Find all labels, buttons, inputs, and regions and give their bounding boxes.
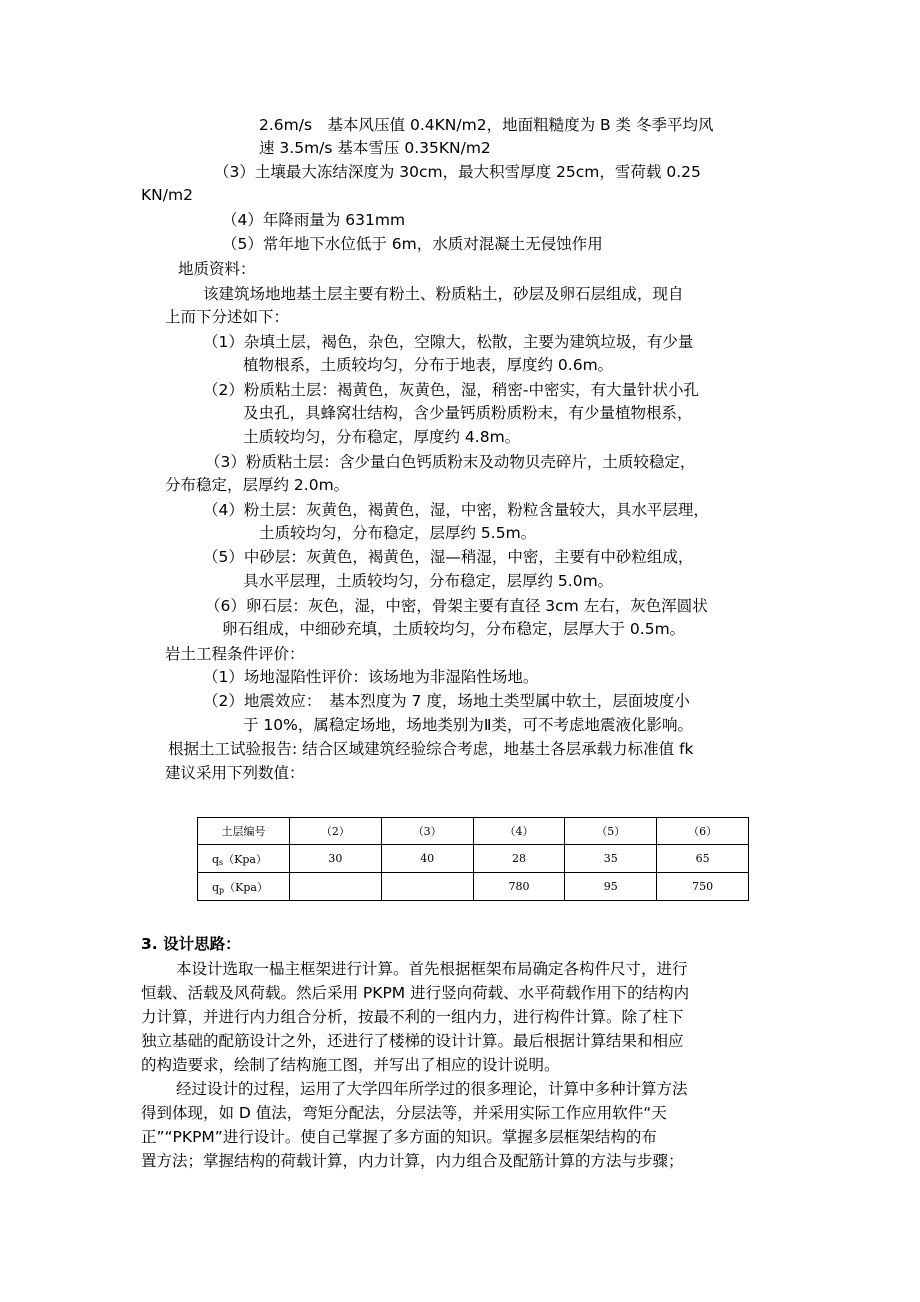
design-paragraph-1-line-5: 的构造要求，绘制了结构施工图，并写出了相应的设计说明。: [141, 1056, 560, 1074]
table-cell: 30: [290, 845, 382, 873]
report-line: 根据土工试验报告: 结合区域建筑经验综合考虑，地基土各层承载力标准值 fk: [168, 740, 694, 758]
climate-line-2: 速 3.5m/s 基本雪压 0.35KN/m2: [259, 139, 491, 157]
table-header-cell: （3）: [381, 818, 473, 845]
design-paragraph-2-line-2: 得到体现，如 D 值法，弯矩分配法，分层法等，并采用实际工作应用软件“天: [141, 1104, 667, 1122]
row-label-qs: $q_s(Kpa)$: [198, 845, 290, 873]
design-paragraph-2-line-4: 置方法；掌握结构的荷载计算，内力计算，内力组合及配筋计算的方法与步骤；: [141, 1152, 684, 1170]
evaluation-2-cont: 于 10%，属稳定场地，场地类别为Ⅱ类，可不考虑地震液化影响。: [243, 716, 694, 734]
layer-1: （1）杂填土层，褐色，杂色，空隙大，松散，主要为建筑垃圾，有少量: [203, 333, 694, 351]
table-header-cell: （6）: [657, 818, 749, 845]
design-paragraph-1: 本设计选取一榀主框架进行计算。首先根据框架布局确定各构件尺寸，进行: [176, 960, 688, 978]
climate-item-4: （4）年降雨量为 631mm: [222, 211, 406, 229]
table-header-cell: （5）: [565, 818, 657, 845]
table-cell: 28: [473, 845, 565, 873]
layer-6: （6）卵石层：灰色，湿，中密，骨架主要有直径 3cm 左右，灰色浑圆状: [205, 597, 708, 615]
table-cell: 780: [473, 873, 565, 901]
layer-3: （3）粉质粘土层：含少量白色钙质粉末及动物贝壳碎片，土质较稳定，: [205, 453, 696, 471]
table-cell: 35: [565, 845, 657, 873]
table-cell: 95: [565, 873, 657, 901]
geology-intro: 该建筑场地地基土层主要有粉土、粉质粘土，砂层及卵石层组成，现自: [203, 285, 684, 303]
table-header-label: 土层编号: [198, 818, 290, 845]
table-cell: 65: [657, 845, 749, 873]
design-paragraph-2: 经过设计的过程，运用了大学四年所学过的很多理论，计算中多种计算方法: [176, 1080, 688, 1098]
design-paragraph-1-line-4: 独立基础的配筋设计之外，还进行了楼梯的设计计算。最后根据计算结果和相应: [141, 1032, 684, 1050]
table-row: [198, 845, 749, 873]
evaluation-2: （2）地震效应： 基本烈度为 7 度，场地土类型属中软土，层面坡度小: [203, 692, 690, 710]
table-header-row: [198, 818, 749, 845]
climate-line-1: 2.6m/s 基本风压值 0.4KN/m2，地面粗糙度为 B 类 冬季平均风: [259, 116, 714, 134]
design-paragraph-2-line-3: 正”“PKPM”进行设计。使自己掌握了多方面的知识。掌握多层框架结构的布: [141, 1128, 657, 1146]
climate-item-3-cont: KN/m2: [141, 186, 193, 204]
evaluation-1: （1）场地湿陷性评价：该场地为非湿陷性场地。: [203, 668, 539, 686]
layer-5: （5）中砂层：灰黄色，褐黄色，湿—稍湿，中密，主要有中砂粒组成，: [203, 548, 694, 566]
design-heading: 3. 设计思路：: [141, 935, 241, 953]
geology-intro-cont: 上而下分述如下：: [165, 308, 290, 326]
table-header-cell: （2）: [290, 818, 382, 845]
layer-3-cont: 分布稳定，层厚约 2.0m。: [165, 476, 350, 494]
table-cell: [381, 873, 473, 901]
report-line-cont: 建议采用下列数值：: [165, 764, 305, 782]
layer-5-cont: 具水平层理，土质较均匀，分布稳定，层厚约 5.0m。: [243, 572, 614, 590]
table-row: [198, 873, 749, 901]
design-paragraph-1-line-3: 力计算，并进行内力组合分析，按最不利的一组内力，进行构件计算。除了柱下: [141, 1008, 684, 1026]
layer-4: （4）粉土层：灰黄色，褐黄色，湿，中密，粉粒含量较大，具水平层理，: [203, 501, 709, 519]
layer-2: （2）粉质粘土层：褐黄色，灰黄色，湿，稍密-中密实，有大量针状小孔: [203, 381, 699, 399]
layer-6-cont: 卵石组成，中细砂充填，土质较均匀，分布稳定，层厚大于 0.5m。: [222, 620, 686, 638]
row-label-qp: $q_p(Kpa)$: [198, 873, 290, 901]
layer-2-cont: 及虫孔，具蜂窝壮结构，含少量钙质粉质粉末，有少量植物根系，: [243, 404, 693, 422]
table-cell: 40: [381, 845, 473, 873]
layer-2-cont2: 土质较均匀，分布稳定，厚度约 4.8m。: [243, 428, 521, 446]
table-cell: [290, 873, 382, 901]
table-cell: 750: [657, 873, 749, 901]
table-header-cell: （4）: [473, 818, 565, 845]
layer-4-cont: 土质较均匀，分布稳定，层厚约 5.5m。: [259, 524, 537, 542]
geology-heading: 地质资料：: [178, 260, 256, 278]
climate-item-5: （5）常年地下水位低于 6m，水质对混凝土无侵蚀作用: [222, 235, 603, 253]
evaluation-heading: 岩土工程条件评价：: [165, 645, 305, 663]
bearing-capacity-table: [197, 817, 749, 901]
climate-item-3: （3）土壤最大冻结深度为 30cm，最大积雪厚度 25cm，雪荷载 0.25: [214, 163, 701, 181]
layer-1-cont: 植物根系，土质较均匀，分布于地表，厚度约 0.6m。: [243, 356, 614, 374]
design-paragraph-1-line-2: 恒载、活载及风荷载。然后采用 PKPM 进行竖向荷载、水平荷载作用下的结构内: [141, 984, 690, 1002]
